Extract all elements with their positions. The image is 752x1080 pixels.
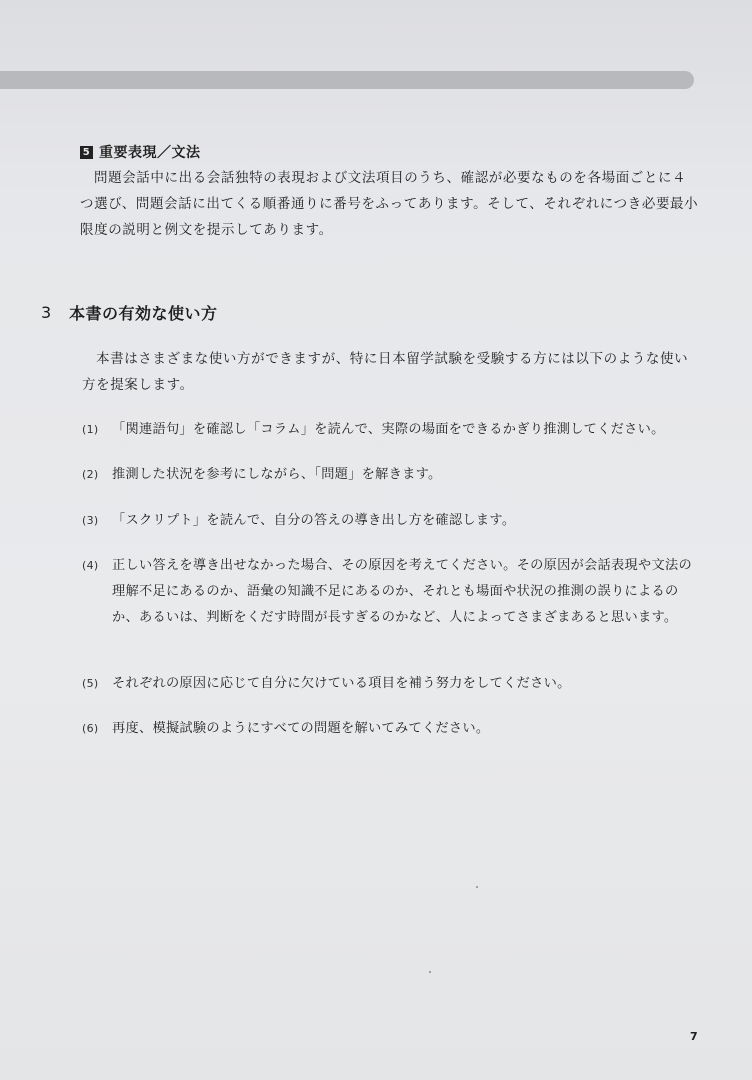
section-5-title: 重要表現／文法 — [99, 145, 201, 161]
scan-speck — [429, 971, 431, 973]
step-item — [82, 671, 702, 697]
section-3-title: 本書の有効な使い方 — [69, 303, 218, 323]
step-item — [82, 508, 702, 534]
header-rule-bar — [0, 71, 694, 89]
step-item — [82, 417, 702, 443]
step-text: 推測した状況を参考にしながら、「問題」を解きます。 — [112, 467, 442, 482]
step-number: (5) — [82, 677, 99, 690]
step-text: 正しい答えを導き出せなかった場合、その原因を考えてください。その原因が会話表現や文法の理解不足にあるのか、語彙の知識不足にあるのか、それとも場面や状況の推測の誤りによるのか、あるいは、判断をくだす時間が長すぎるのかなど、人によってさまざまあると思います。 — [112, 558, 692, 625]
step-text: 「スクリプト」を読んで、自分の答えの導き出し方を確認します。 — [112, 513, 516, 528]
section-3-intro: 本書はさまざまな使い方ができますが、特に日本留学試験を受験する方には以下のような使い方を提案します。 — [82, 351, 689, 393]
step-item — [82, 462, 702, 488]
step-number: (6) — [82, 722, 99, 735]
step-text: 「関連語句」を確認し「コラム」を読んで、実際の場面をできるかぎり推測してください。 — [112, 422, 665, 437]
step-text: それぞれの原因に応じて自分に欠けている項目を補う努力をしてください。 — [112, 676, 571, 691]
step-number: (2) — [82, 468, 99, 481]
scan-speck — [476, 886, 478, 888]
page-number: 7 — [690, 1030, 698, 1043]
number-badge: 5 — [80, 146, 93, 159]
section-5-heading — [80, 141, 700, 163]
step-text: 再度、模擬試験のようにすべての問題を解いてみてください。 — [112, 721, 490, 736]
step-item — [82, 553, 702, 631]
section-5 — [80, 141, 700, 243]
step-item — [82, 716, 702, 742]
step-number: (4) — [82, 559, 99, 572]
step-number: (3) — [82, 514, 99, 527]
section-3-heading — [41, 300, 218, 324]
step-number: (1) — [82, 423, 99, 436]
section-number: 3 — [41, 302, 52, 322]
section-5-body: 問題会話中に出る会話独特の表現および文法項目のうち、確認が必要なものを各場面ごとに４つ選び、問題会話に出てくる順番通りに番号をふってあります。そして、それぞれにつき必要最小限度の説明と例文を提示してあります。 — [80, 170, 699, 238]
